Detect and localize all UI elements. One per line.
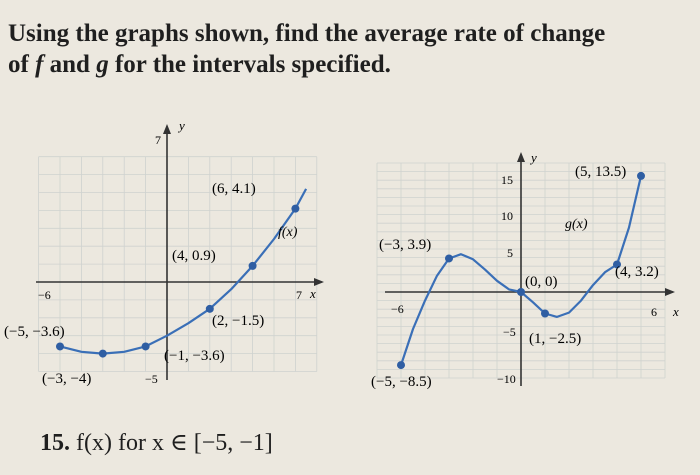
- f-point-1: [249, 262, 257, 270]
- g-tick-y-15: 15: [501, 173, 513, 187]
- g-y-label: y: [531, 150, 537, 165]
- f-grid: [39, 157, 317, 372]
- g-point-label-0-0: (0, 0): [525, 274, 558, 290]
- g-point-1: [445, 254, 453, 262]
- g-tick-y-5: 5: [507, 246, 513, 260]
- f-tick-x-pos: 7: [296, 288, 302, 302]
- f-point-3: [142, 342, 150, 350]
- f-point-label-m3-m4: (−3, −4): [42, 371, 92, 387]
- g-point-5: [397, 361, 405, 369]
- g-point-label-m3-3.9: (−3, 3.9): [379, 237, 432, 253]
- f-curve: [60, 189, 306, 354]
- f-point-5: [56, 342, 64, 350]
- f-y-arrow: [163, 124, 171, 134]
- g-curve-label: g(x): [565, 217, 588, 232]
- f-tick-y-top: 7: [155, 133, 161, 147]
- f-tick-x-neg: −6: [38, 288, 51, 302]
- g-x-label: x: [673, 304, 679, 319]
- f-point-label-m1-m3.6: (−1, −3.6): [164, 348, 225, 364]
- problem-text: f(x) for x ∈ [−5, −1]: [76, 430, 273, 456]
- heading-line-1: Using the graphs shown, find the average rate of change: [8, 20, 606, 47]
- g-tick-y-10: 10: [501, 209, 513, 223]
- f-point-label-4-0.9: (4, 0.9): [172, 248, 216, 264]
- heading-line-2-suffix: for the intervals specified.: [108, 51, 391, 78]
- f-point-0: [291, 205, 299, 213]
- f-point-label-2-m1.5: (2, −1.5): [212, 313, 265, 329]
- problem-15: [40, 428, 273, 457]
- heading-f: f: [35, 51, 44, 78]
- g-point-2: [517, 288, 525, 296]
- g-point-label-4-3.2: (4, 3.2): [615, 264, 659, 280]
- graph-g: [355, 150, 695, 400]
- heading-line-2-mid: and: [43, 51, 97, 78]
- problem-heading: [8, 18, 692, 80]
- f-point-2: [206, 305, 214, 313]
- heading-line-2-prefix: of: [8, 51, 36, 78]
- g-x-arrow: [665, 288, 675, 296]
- g-tick-y-m5: −5: [503, 325, 516, 339]
- g-point-label-5-13.5: (5, 13.5): [575, 164, 627, 180]
- g-point-0: [637, 172, 645, 180]
- graph-f: [0, 118, 345, 408]
- f-point-label-m5-m3.6: (−5, −3.6): [4, 324, 65, 340]
- f-y-label: y: [179, 118, 185, 133]
- f-x-label: x: [310, 286, 316, 301]
- g-point-label-1-m2.5: (1, −2.5): [529, 331, 582, 347]
- f-tick-y-bottom: −5: [145, 372, 158, 386]
- g-point-4: [541, 310, 549, 318]
- f-point-4: [99, 350, 107, 358]
- g-y-arrow: [517, 152, 525, 162]
- g-point-label-m5-m8.5: (−5, −8.5): [371, 374, 432, 390]
- g-tick-x-pos: 6: [651, 305, 657, 319]
- g-tick-x-neg: −6: [391, 302, 404, 316]
- f-x-arrow: [314, 278, 324, 286]
- heading-g: g: [96, 51, 109, 78]
- f-point-label-6-4.1: (6, 4.1): [212, 181, 256, 197]
- g-tick-y-m10: −10: [497, 372, 516, 386]
- problem-number: 15.: [40, 430, 70, 456]
- f-curve-label: f(x): [278, 225, 298, 240]
